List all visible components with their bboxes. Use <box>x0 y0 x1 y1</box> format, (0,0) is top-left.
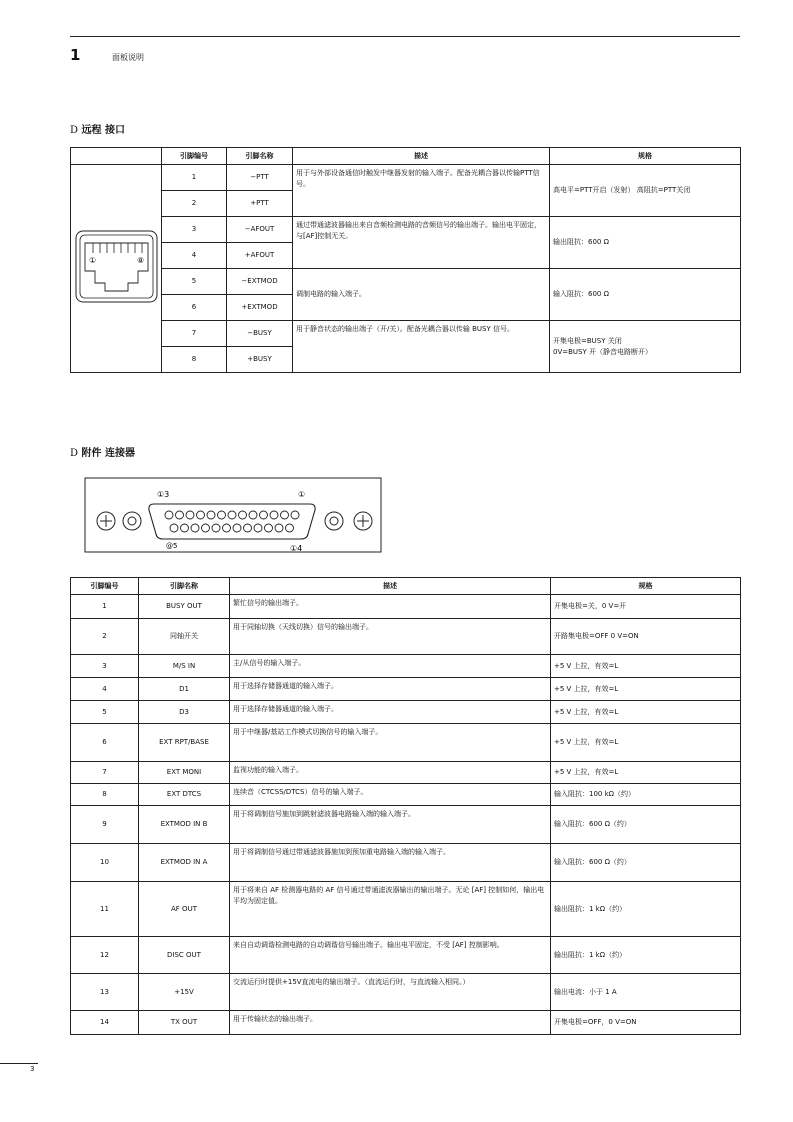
accessory-table-row <box>71 784 741 806</box>
db25-pin-hole <box>265 524 273 532</box>
accessory-pin-spec: 开集电极=关，0 V=开 <box>551 595 741 619</box>
db25-pin-hole <box>181 524 189 532</box>
db25-pin-hole <box>260 511 268 519</box>
accessory-pin-spec: 输入阻抗：600 Ω（约） <box>551 844 741 882</box>
remote-title-prefix: D <box>70 125 79 136</box>
accessory-header-desc: 描述 <box>230 578 551 595</box>
remote-pin-no: 4 <box>162 243 227 269</box>
accessory-pin-no: 13 <box>71 974 139 1011</box>
accessory-pin-name: DISC OUT <box>139 937 230 974</box>
rj45-jack-cell <box>71 165 162 373</box>
accessory-title-prefix: D <box>70 448 79 459</box>
accessory-pin-no: 6 <box>71 724 139 762</box>
accessory-pin-desc: 用于将调制信号通过带通滤波器施加到预加重电路输入端的输入端子。 <box>230 844 551 882</box>
jack-pin1-label: ① <box>89 255 97 265</box>
accessory-pin-name: 同轴开关 <box>139 619 230 655</box>
db25-pin-hole <box>275 524 283 532</box>
db25-pin-hole <box>254 524 262 532</box>
remote-pin-table <box>70 147 741 373</box>
accessory-pin-desc: 连续音（CTCSS/DTCS）信号的输入端子。 <box>230 784 551 806</box>
accessory-pin-desc: 用于将调制信号施加到跳射滤波器电路输入端的输入端子。 <box>230 806 551 844</box>
accessory-pin-name: D1 <box>139 678 230 701</box>
remote-header-spec: 规格 <box>550 148 741 165</box>
accessory-pin-spec: +5 V 上拉，有效=L <box>551 678 741 701</box>
db25-pin-hole <box>218 511 226 519</box>
remote-header-pin-no: 引脚编号 <box>162 148 227 165</box>
accessory-pin-spec: 开集电极=OFF，0 V=ON <box>551 1011 741 1035</box>
remote-pin-no: 5 <box>162 269 227 295</box>
accessory-pin-desc: 繁忙信号的输出端子。 <box>230 595 551 619</box>
accessory-pin-desc: 用于中继器/基站工作模式切换信号的输入端子。 <box>230 724 551 762</box>
accessory-pin-no: 11 <box>71 882 139 937</box>
db25-pin-hole <box>191 524 199 532</box>
remote-spec-busy-line2: 0V=BUSY 开（静音电路断开） <box>553 347 652 356</box>
db25-connector-diagram <box>84 477 382 557</box>
accessory-pin-name: EXT RPT/BASE <box>139 724 230 762</box>
db25-pin-hole <box>202 524 210 532</box>
db25-pin-hole <box>233 524 241 532</box>
accessory-pin-no: 8 <box>71 784 139 806</box>
accessory-title-text: 附件 连接器 <box>81 448 135 459</box>
accessory-pin-no: 12 <box>71 937 139 974</box>
accessory-pin-no: 10 <box>71 844 139 882</box>
pin14-label: ①4 <box>290 544 303 553</box>
accessory-pin-name: AF OUT <box>139 882 230 937</box>
db25-pin-hole <box>286 524 294 532</box>
accessory-pin-name: M/S IN <box>139 655 230 678</box>
db25-pin-hole <box>244 524 252 532</box>
remote-header-desc: 描述 <box>293 148 550 165</box>
remote-desc-extmod: 调制电路的输入端子。 <box>293 269 550 321</box>
accessory-pin-desc: 用于选择存储器通道的输入端子。 <box>230 701 551 724</box>
accessory-pin-spec: 输出阻抗：1 kΩ（约） <box>551 937 741 974</box>
accessory-table-body <box>71 595 741 1035</box>
accessory-table-row <box>71 882 741 937</box>
db25-pin-hole <box>176 511 184 519</box>
accessory-pin-desc: 用于传输状态的输出端子。 <box>230 1011 551 1035</box>
db25-pin-hole <box>270 511 278 519</box>
accessory-pin-spec: 输出电流：小于 1 A <box>551 974 741 1011</box>
accessory-table-row <box>71 974 741 1011</box>
remote-title-text: 远程 接口 <box>81 125 125 136</box>
accessory-pin-spec: 输入阻抗：100 kΩ（约） <box>551 784 741 806</box>
accessory-pin-desc: 主/从信号的输入端子。 <box>230 655 551 678</box>
accessory-pin-name: D3 <box>139 701 230 724</box>
accessory-table-row <box>71 806 741 844</box>
accessory-pin-no: 7 <box>71 762 139 784</box>
remote-pin-no: 8 <box>162 347 227 373</box>
db25-pin-hole <box>223 524 231 532</box>
remote-desc-afout: 通过带通滤波器输出来自音频检测电路的音频信号的输出端子。输出电平固定，与[AF]控制无关。 <box>293 217 550 269</box>
accessory-pin-no: 2 <box>71 619 139 655</box>
accessory-table-row <box>71 844 741 882</box>
remote-pin-name: +BUSY <box>227 347 293 373</box>
db25-pin-hole <box>165 511 173 519</box>
accessory-section-title <box>70 444 135 459</box>
accessory-pin-desc: 用于选择存储器通道的输入端子。 <box>230 678 551 701</box>
remote-desc-ptt: 用于与外部设备通信时触发中继器发射的输入端子。配备光耦合器以传输PTT信号。 <box>293 165 550 217</box>
accessory-table-row <box>71 937 741 974</box>
accessory-pin-desc: 来自自动调谐检测电路的自动调谐信号输出端子。输出电平固定，不受 [AF] 控制影响。 <box>230 937 551 974</box>
remote-header-pin-name: 引脚名称 <box>227 148 293 165</box>
remote-pin-name: +AFOUT <box>227 243 293 269</box>
accessory-table-row <box>71 1011 741 1035</box>
db25-shell <box>149 504 315 539</box>
accessory-pin-spec: +5 V 上拉，有效=L <box>551 724 741 762</box>
remote-pin-name: −EXTMOD <box>227 269 293 295</box>
remote-desc-busy: 用于静音状态的输出端子（开/关）。配备光耦合器以传输 BUSY 信号。 <box>293 321 550 373</box>
accessory-pin-spec: +5 V 上拉，有效=L <box>551 701 741 724</box>
page-number: 3 <box>30 1065 35 1073</box>
accessory-table-row <box>71 619 741 655</box>
accessory-pin-desc: 用于将来自 AF 检测器电路的 AF 信号通过带通滤波器输出的输出端子。无论 [AF] 控制如何，输出电平均为固定值。 <box>230 882 551 937</box>
accessory-header-spec: 规格 <box>551 578 741 595</box>
accessory-pin-spec: 输出阻抗：1 kΩ（约） <box>551 882 741 937</box>
accessory-table-row <box>71 701 741 724</box>
accessory-header-pin-no: 引脚编号 <box>71 578 139 595</box>
accessory-pin-desc: 监视功能的输入端子。 <box>230 762 551 784</box>
accessory-pin-no: 3 <box>71 655 139 678</box>
accessory-table-row <box>71 678 741 701</box>
remote-spec-ptt: 高电平=PTT开启（发射） 高阻抗=PTT关闭 <box>550 165 741 217</box>
jack-pin8-label: ⑧ <box>137 255 145 265</box>
accessory-table-row <box>71 762 741 784</box>
db25-pin-hole <box>291 511 299 519</box>
accessory-pin-name: +15V <box>139 974 230 1011</box>
accessory-pin-no: 9 <box>71 806 139 844</box>
remote-header-blank <box>71 148 162 165</box>
accessory-table-row <box>71 655 741 678</box>
db25-pin-hole <box>228 511 236 519</box>
footer-rule <box>0 1063 38 1064</box>
remote-pin-no: 3 <box>162 217 227 243</box>
accessory-pin-no: 14 <box>71 1011 139 1035</box>
db25-pin-hole <box>186 511 194 519</box>
accessory-pin-name: BUSY OUT <box>139 595 230 619</box>
rj45-jack-diagram <box>71 167 161 367</box>
db25-pin-hole <box>239 511 247 519</box>
db25-pin-hole <box>281 511 289 519</box>
accessory-pin-no: 1 <box>71 595 139 619</box>
accessory-pin-name: EXT DTCS <box>139 784 230 806</box>
db25-pin-hole <box>197 511 205 519</box>
header-rule <box>70 36 740 37</box>
accessory-pin-desc: 交流运行时提供+15V直流电的输出端子。（直流运行时，与直流输入相同。） <box>230 974 551 1011</box>
remote-spec-extmod: 输入阻抗：600 Ω <box>550 269 741 321</box>
remote-pin-no: 7 <box>162 321 227 347</box>
remote-section-title <box>70 121 125 136</box>
accessory-pin-desc: 用于同轴切换（天线切换）信号的输出端子。 <box>230 619 551 655</box>
accessory-pin-spec: +5 V 上拉，有效=L <box>551 762 741 784</box>
remote-pin-name: −BUSY <box>227 321 293 347</box>
db25-pin-hole <box>249 511 257 519</box>
accessory-table-row <box>71 595 741 619</box>
chapter-title: 面板说明 <box>112 53 144 62</box>
remote-pin-no: 2 <box>162 191 227 217</box>
remote-spec-busy <box>550 321 741 373</box>
accessory-pin-name: EXTMOD IN A <box>139 844 230 882</box>
db25-pin-hole <box>207 511 215 519</box>
accessory-pin-name: EXTMOD IN B <box>139 806 230 844</box>
remote-pin-no: 6 <box>162 295 227 321</box>
chapter-number: 1 <box>70 46 81 64</box>
pin1-label: ① <box>298 490 306 499</box>
remote-pin-name: +PTT <box>227 191 293 217</box>
remote-spec-busy-line1: 开集电极=BUSY 关闭 <box>553 337 622 345</box>
accessory-table-row <box>71 724 741 762</box>
remote-pin-name: −AFOUT <box>227 217 293 243</box>
accessory-pin-no: 4 <box>71 678 139 701</box>
db25-pin-hole <box>170 524 178 532</box>
accessory-pin-no: 5 <box>71 701 139 724</box>
accessory-pin-name: EXT MONI <box>139 762 230 784</box>
accessory-pin-spec: 开路集电极=OFF 0 V=ON <box>551 619 741 655</box>
pin25-label: @5 <box>166 542 178 550</box>
accessory-pin-spec: +5 V 上拉，有效=L <box>551 655 741 678</box>
pin13-label: ①3 <box>157 490 170 499</box>
remote-spec-afout: 输出阻抗：600 Ω <box>550 217 741 269</box>
db25-pin-hole <box>212 524 220 532</box>
accessory-pin-name: TX OUT <box>139 1011 230 1035</box>
accessory-pin-table <box>70 577 741 1035</box>
remote-pin-no: 1 <box>162 165 227 191</box>
remote-pin-name: +EXTMOD <box>227 295 293 321</box>
accessory-pin-spec: 输入阻抗：600 Ω（约） <box>551 806 741 844</box>
remote-pin-name: −PTT <box>227 165 293 191</box>
accessory-header-pin-name: 引脚名称 <box>139 578 230 595</box>
